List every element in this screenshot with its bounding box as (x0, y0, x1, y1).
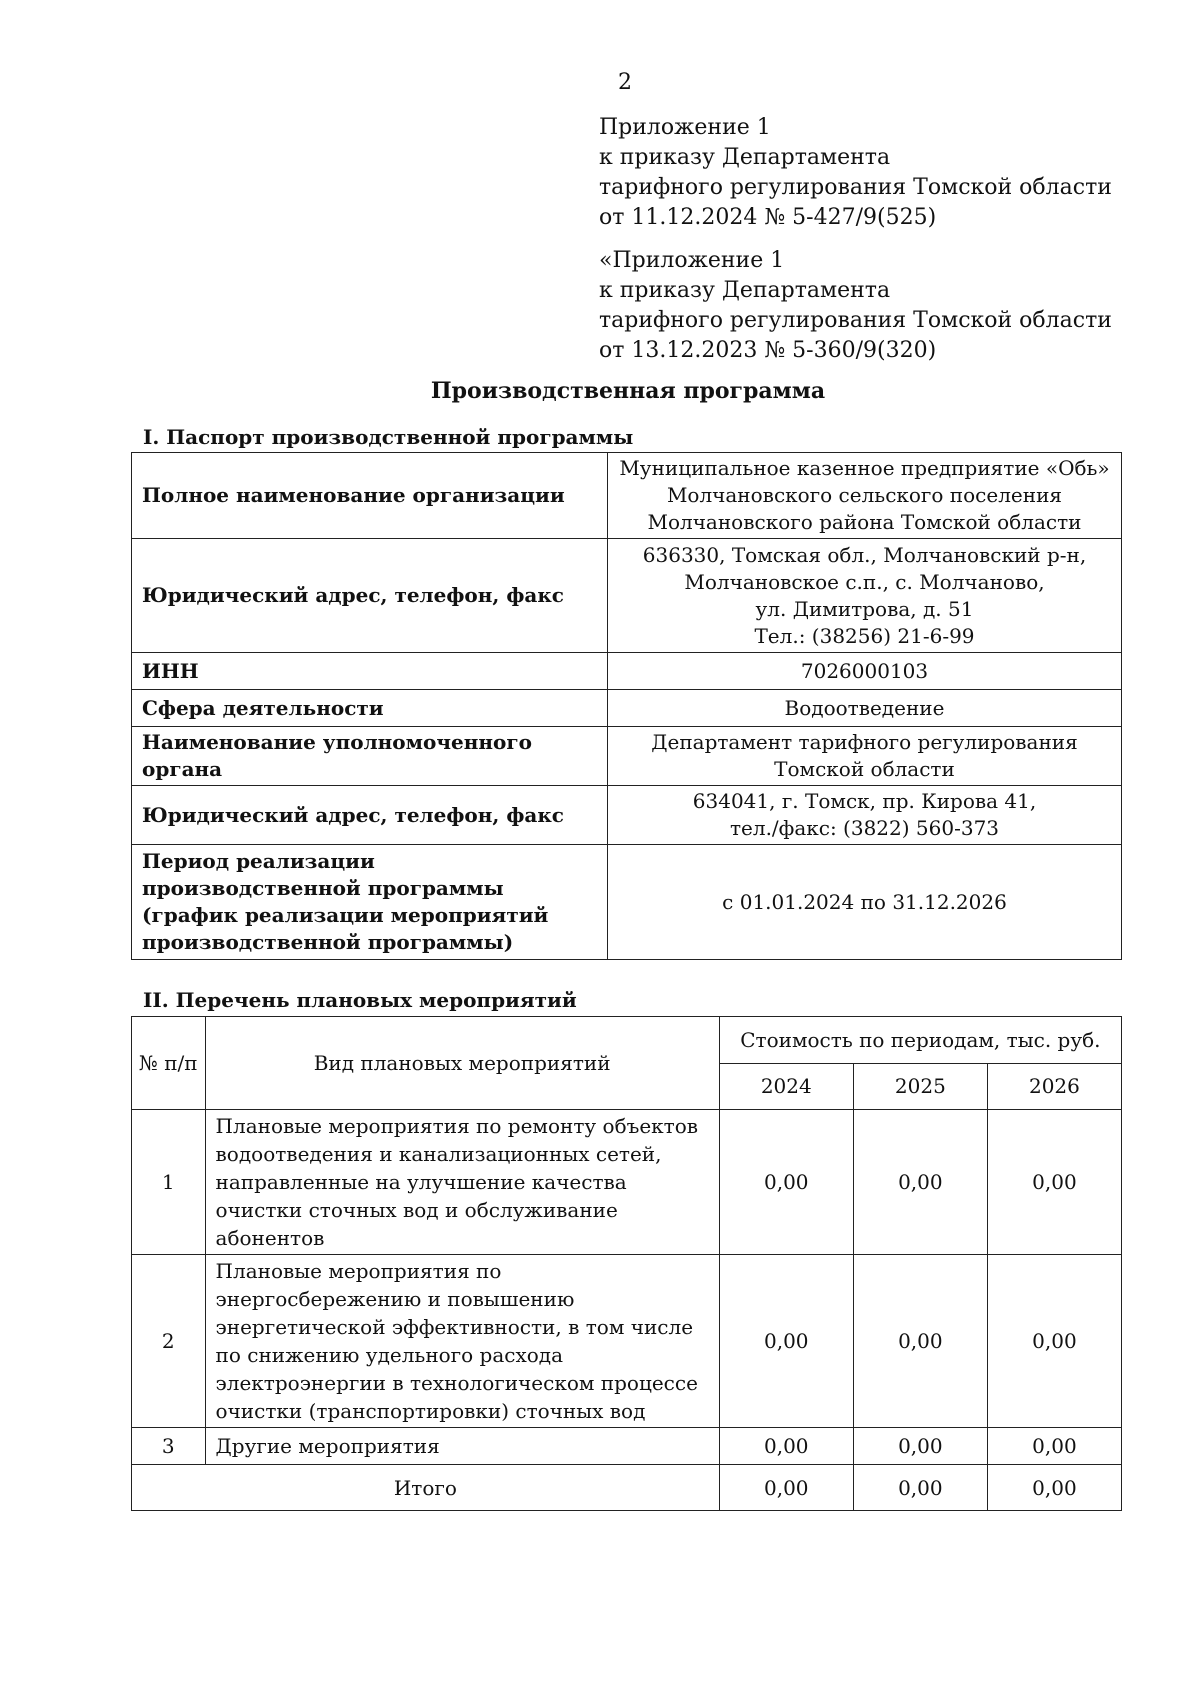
row-number: 3 (132, 1428, 206, 1465)
appendix-line: тарифного регулирования Томской области (599, 175, 1112, 200)
passport-label: ИНН (132, 653, 608, 690)
row-value: 0,00 (853, 1255, 987, 1428)
value-line: Молчановское с.п., с. Молчаново, (684, 569, 1045, 594)
appendix-line: тарифного регулирования Томской области (599, 308, 1112, 333)
page-number: 2 (618, 70, 632, 95)
passport-row (132, 845, 1122, 960)
value-line: тел./факс: (3822) 560-373 (729, 816, 1000, 840)
passport-table (131, 452, 1122, 960)
value-line: Водоотведение (784, 695, 945, 720)
row-value: 0,00 (987, 1110, 1121, 1255)
activities-table (131, 1016, 1122, 1511)
table-row (132, 1255, 1122, 1428)
value-line: Муниципальное казенное предприятие «Обь» (619, 456, 1110, 480)
passport-label: Сфера деятельности (132, 690, 608, 727)
section1-heading: I. Паспорт производственной программы (143, 425, 634, 449)
value-line: ул. Димитрова, д. 51 (755, 596, 974, 621)
total-value: 0,00 (853, 1465, 987, 1511)
year-header: 2026 (987, 1064, 1121, 1110)
value-line: 636330, Томская обл., Молчановский р-н, (642, 542, 1087, 567)
passport-row (132, 727, 1122, 786)
year-header: 2025 (853, 1064, 987, 1110)
value-line: 634041, г. Томск, пр. Кирова 41, (692, 789, 1037, 813)
header-row (132, 1017, 1122, 1064)
passport-row (132, 653, 1122, 690)
row-value: 0,00 (719, 1255, 853, 1428)
row-value: 0,00 (719, 1428, 853, 1465)
passport-row (132, 786, 1122, 845)
value-line: Тел.: (38256) 21-6-99 (754, 623, 975, 648)
total-value: 0,00 (987, 1465, 1121, 1511)
table-row (132, 1428, 1122, 1465)
row-value: 0,00 (853, 1428, 987, 1465)
row-value: 0,00 (987, 1255, 1121, 1428)
table-row (132, 1110, 1122, 1255)
total-value: 0,00 (719, 1465, 853, 1511)
row-number: 2 (132, 1255, 206, 1428)
passport-label: Период реализации производственной программы (график реализации мероприятий производственной программы) (132, 845, 608, 960)
document-title: Производственная программа (430, 378, 826, 404)
appendix-current (599, 113, 1112, 233)
total-row (132, 1465, 1122, 1511)
row-activity: Плановые мероприятия по энергосбережению и повышению энергетической эффективности, в том числе по снижению удельного расхода электроэнергии в технологическом процессе очистки (транспортировки) сточных вод (205, 1255, 719, 1428)
passport-value (608, 845, 1122, 960)
passport-row (132, 453, 1122, 539)
passport-value (608, 653, 1122, 690)
section2-heading: II. Перечень плановых мероприятий (143, 988, 577, 1012)
appendix-line: Приложение 1 (599, 115, 771, 140)
value-line: с 01.01.2024 по 31.12.2026 (722, 889, 1007, 914)
appendix-line: от 13.12.2023 № 5-360/9(320) (599, 338, 937, 363)
row-number: 1 (132, 1110, 206, 1255)
row-value: 0,00 (987, 1428, 1121, 1465)
appendix-previous (599, 246, 1112, 366)
passport-value (608, 786, 1122, 845)
row-activity: Другие мероприятия (205, 1428, 719, 1465)
passport-row (132, 690, 1122, 727)
passport-value (608, 690, 1122, 727)
appendix-line: «Приложение 1 (599, 248, 785, 273)
appendix-line: к приказу Департамента (599, 278, 891, 303)
passport-label: Юридический адрес, телефон, факс (132, 539, 608, 653)
year-header: 2024 (719, 1064, 853, 1110)
row-value: 0,00 (719, 1110, 853, 1255)
value-line: 7026000103 (800, 658, 929, 683)
row-activity: Плановые мероприятия по ремонту объектов водоотведения и канализационных сетей, направленные на улучшение качества очистки сточных вод и обслуживание абонентов (205, 1110, 719, 1255)
value-line: Молчановского сельского поселения (666, 483, 1063, 507)
appendix-line: от 11.12.2024 № 5-427/9(525) (599, 205, 937, 230)
passport-label: Полное наименование организации (132, 453, 608, 539)
appendix-line: к приказу Департамента (599, 145, 891, 170)
col-cost-header: Стоимость по периодам, тыс. руб. (719, 1017, 1121, 1064)
passport-value (608, 539, 1122, 653)
passport-label: Наименование уполномоченного органа (132, 727, 608, 786)
value-line: Департамент тарифного регулирования (651, 730, 1078, 754)
value-line: Томской области (774, 757, 955, 781)
value-line: Молчановского района Томской области (647, 510, 1082, 534)
col-number-header: № п/п (132, 1017, 206, 1110)
col-activity-header: Вид плановых мероприятий (205, 1017, 719, 1110)
row-value: 0,00 (853, 1110, 987, 1255)
passport-row (132, 539, 1122, 653)
passport-value (608, 727, 1122, 786)
passport-value (608, 453, 1122, 539)
total-label: Итого (132, 1465, 720, 1511)
passport-label: Юридический адрес, телефон, факс (132, 786, 608, 845)
